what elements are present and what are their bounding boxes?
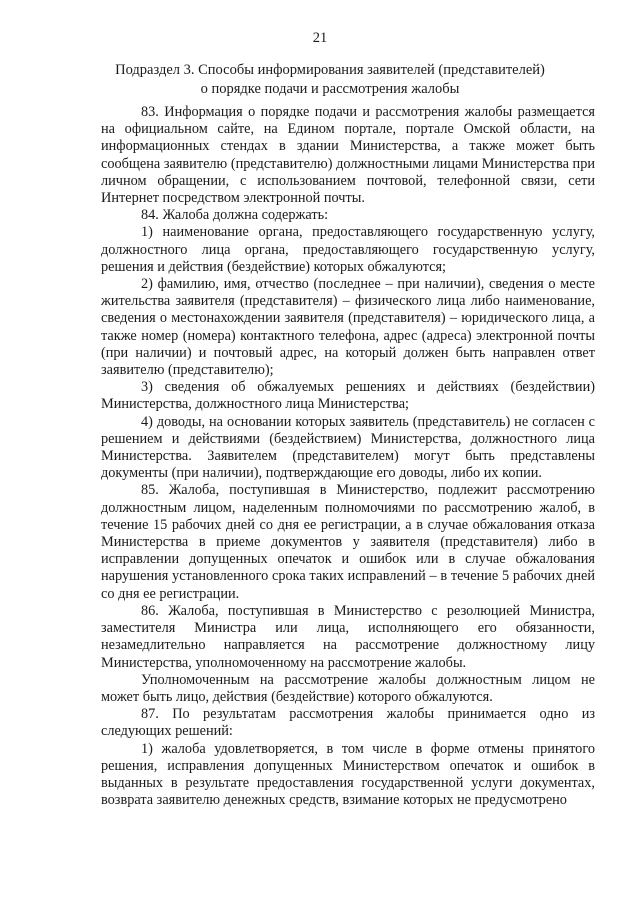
- paragraph-86: 86. Жалоба, поступившая в Министерство с резолюцией Министра, заместителя Министра или лица, исполняющего его обязанности, незамедлительно направляется на рассмотрение должностному лицу Министерства, уполномоченному на рассмотрение жалобы.: [101, 602, 595, 671]
- paragraph-85: 85. Жалоба, поступившая в Министерство, подлежит рассмотрению должностным лицом, наделенным полномочиями по рассмотрению жалоб, в течение 15 рабочих дней со дня ее регистрации, а в случае обжалования отказа Министерства в приеме документов у заявителя (представителя) либо в исправлении допущенных опечаток и ошибок или в случае обжалования нарушения установленного срока таких исправлений – в течение 5 рабочих дней со дня ее регистрации.: [101, 482, 595, 602]
- paragraph-84-item-4: 4) доводы, на основании которых заявитель (представитель) не согласен с решением и действиями (бездействием) Министерства, должностного лица Министерства. Заявителем (представителем) могут быть представлены документы (при наличии), подтверждающие его доводы, либо их копии.: [101, 413, 595, 482]
- section-heading: [80, 61, 580, 98]
- section-heading-line-2: о порядке подачи и рассмотрения жалобы: [200, 80, 460, 97]
- paragraph-86-continued: Уполномоченным на рассмотрение жалобы должностным лицом не может быть лицо, действия (бездействие) которого обжалуются.: [101, 671, 595, 705]
- page-number: 21: [312, 30, 328, 46]
- paragraph-84-item-2: 2) фамилию, имя, отчество (последнее – при наличии), сведения о месте жительства заявителя (представителя) – физического лица либо наименование, сведения о местонахождении заявителя (представителя) – юридического лица, а также номер (номера) контактного телефона, адрес (адреса) электронной почты (при наличии) и почтовый адрес, на который должен быть направлен ответ заявителю (представителю);: [101, 276, 595, 379]
- document-body: [101, 104, 595, 809]
- paragraph-84-item-3: 3) сведения об обжалуемых решениях и действиях (бездействии) Министерства, должностного лица Министерства;: [101, 379, 595, 413]
- paragraph-84: 84. Жалоба должна содержать:: [141, 207, 329, 224]
- section-heading-line-1: Подраздел 3. Способы информирования заявителей (представителей): [115, 62, 545, 78]
- paragraph-87: 87. По результатам рассмотрения жалобы принимается одно из следующих решений:: [101, 706, 595, 740]
- paragraph-83: 83. Информация о порядке подачи и рассмотрения жалобы размещается на официальном сайте, на Едином портале, портале Омской области, на информационных стендах в здании Министерства, а также может быть сообщена заявителю (представителю) должностными лицами Министерства при личном обращении, с использованием почтовой, телефонной связи, сети Интернет посредством электронной почты.: [101, 104, 595, 207]
- paragraph-87-item-1: 1) жалоба удовлетворяется, в том числе в форме отмены принятого решения, исправления допущенных Министерством опечаток и ошибок в выданных в результате предоставления государственной услуги документах, возврата заявителю денежных средств, взимание которых не предусмотрено: [101, 740, 595, 809]
- paragraph-84-item-1: 1) наименование органа, предоставляющего государственную услугу, должностного лица органа, предоставляющего государственную услугу, решения и действия (бездействие) которых обжалуются;: [101, 224, 595, 275]
